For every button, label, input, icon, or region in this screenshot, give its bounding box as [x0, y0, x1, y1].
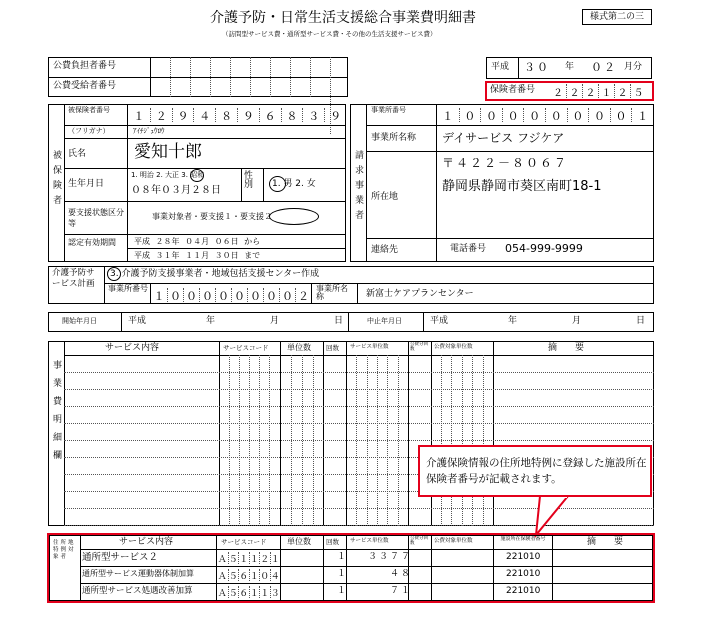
detail-col-line: [302, 355, 303, 526]
special-row-insurer: 221010: [506, 552, 541, 562]
kana-value: ｱｲﾁｼﾞｭｳﾛｳ: [133, 127, 165, 135]
plan-digit: ０: [183, 288, 199, 302]
cert-to: 平成 ３１年 １１月 ３０日 まで: [134, 251, 261, 260]
detail-header-public-count: 公費分回数: [410, 342, 428, 352]
showa-circle: [190, 169, 204, 182]
detail-col-line: [462, 355, 463, 526]
detail-col-line: [398, 355, 399, 526]
special-header-service-units: サービス単位数: [350, 538, 389, 544]
plan-number-digits: [151, 288, 311, 302]
insured-digit: ３: [302, 108, 324, 122]
page-subtitle: （訪問型サービス費・通所型サービス費・その他の生活支援サービス費）: [222, 30, 437, 38]
plan-digit: ０: [279, 288, 295, 302]
detail-header-unit: 単位数: [287, 343, 311, 352]
detail-header-service: サービス内容: [105, 343, 160, 353]
care-plan-label: 介護予防サービス計画: [52, 268, 95, 289]
insured-digit: ２: [150, 108, 172, 122]
insurer-digit: ２: [614, 84, 630, 98]
start-year-unit: 年: [206, 316, 216, 326]
detail-col-line: [291, 355, 292, 526]
special-header-service: サービス内容: [119, 537, 174, 547]
detail-col-line: [441, 355, 442, 526]
special-row-service: 通所型サービス運動器体制加算: [82, 569, 194, 578]
detail-header-count: 回数: [326, 344, 339, 352]
code-char: ４: [270, 569, 281, 581]
provider-digit: ０: [502, 108, 524, 122]
name-value: 愛知十郎: [134, 142, 202, 162]
provider-digit: ０: [480, 108, 502, 122]
special-row-insurer: 221010: [506, 569, 541, 579]
start-date-label: 開始年月日: [62, 317, 97, 325]
detail-col-line: [229, 355, 230, 526]
stop-day-unit: 日: [636, 316, 646, 326]
code-char: ２: [259, 552, 270, 564]
code-char: １: [238, 552, 249, 564]
code-char: ５: [228, 569, 239, 581]
stop-date-label: 中止年月日: [367, 317, 402, 325]
plan-digit: ０: [231, 288, 247, 302]
tel-label: 電話番号: [450, 244, 487, 254]
address-label: 所在地: [371, 192, 399, 202]
special-row-count: １: [337, 569, 347, 579]
payer-number-label: 公費負担者番号: [53, 61, 117, 71]
detail-row-line: [64, 440, 654, 441]
provider-name-label: 事業所名称: [371, 133, 417, 143]
special-header-public-units: 公費対象単位数: [434, 538, 473, 544]
kana-label: （フリガナ）: [68, 127, 110, 135]
stop-month-unit: 月: [572, 316, 582, 326]
detail-header-code: サービスコード: [223, 344, 269, 352]
special-header-public-count: 公費分回数: [410, 536, 428, 546]
provider-number-label: 事業所番号: [371, 106, 406, 114]
detail-col-line: [472, 355, 473, 526]
detail-row-line: [64, 372, 654, 373]
detail-col-line: [313, 355, 314, 526]
plan-digit: ０: [215, 288, 231, 302]
provider-digit: １: [442, 110, 454, 123]
male-circle: [269, 176, 286, 192]
code-char: ５: [228, 552, 239, 564]
detail-col-line: [259, 355, 260, 526]
birth-label: 生年月日: [68, 179, 105, 189]
insured-digit: ８: [281, 108, 303, 122]
insured-number-digits: [128, 108, 346, 122]
insured-number-label: 被保険者番号: [68, 106, 110, 114]
insurer-digit: ２: [582, 84, 598, 98]
plan-digit: ０: [247, 288, 263, 302]
insured-digit: ８: [215, 108, 237, 122]
code-char: Ａ: [217, 589, 227, 599]
special-row-code: [217, 586, 280, 598]
code-char: Ａ: [217, 555, 227, 565]
option-3-circle: [107, 267, 121, 281]
period-year-unit: 年: [565, 62, 575, 72]
detail-col-line: [387, 355, 388, 526]
special-row-units: ７１: [390, 586, 413, 596]
detail-col-line: [377, 355, 378, 526]
insured-side-label: 被保険者: [51, 150, 61, 210]
name-label: 氏名: [68, 149, 87, 159]
plan-digit: ０: [167, 288, 183, 302]
insured-digit: ９: [172, 108, 194, 122]
period-year: ３０: [524, 61, 550, 74]
postal-code: 〒４２２－８０６７: [442, 156, 569, 170]
special-row-code: [217, 569, 280, 581]
insurer-digit: １: [598, 84, 614, 98]
detail-header-service-units: サービス単位数: [350, 344, 389, 350]
plan-name-value: 新富士ケアプランセンター: [366, 289, 474, 299]
care-level-label: 要支援状態区分等: [68, 208, 124, 228]
detail-row-line: [64, 389, 654, 390]
insured-digit: ９: [237, 108, 259, 122]
insured-digit: １: [133, 110, 145, 123]
address-value: 静岡県静岡市葵区南町18-1: [442, 179, 602, 194]
provider-digit: ０: [523, 108, 545, 122]
special-row-count: １: [337, 552, 347, 562]
code-char: １: [249, 586, 260, 598]
special-header-code: サービスコード: [221, 538, 267, 546]
plan-number-label: 事業所番号: [108, 284, 148, 293]
code-char: Ａ: [217, 572, 227, 582]
provider-number-digits: [437, 108, 653, 122]
detail-side-label: 事業費明細欄: [51, 360, 61, 468]
sex-label: 性別: [244, 171, 254, 190]
special-header-count: 回数: [326, 538, 339, 546]
provider-digit: １: [631, 108, 653, 122]
sex-options: 1. 男 2. 女: [272, 179, 316, 189]
provider-digit: ０: [567, 108, 589, 122]
detail-header-remarks: 摘 要: [548, 343, 585, 353]
plan-digit: １: [153, 290, 165, 303]
plan-digit: ０: [199, 288, 215, 302]
detail-col-line: [483, 355, 484, 526]
detail-col-line: [451, 355, 452, 526]
insurer-digit: ２: [566, 84, 582, 98]
code-char: ０: [259, 569, 270, 581]
period-month: ０２: [591, 61, 617, 74]
provider-digit: ０: [459, 108, 481, 122]
special-side-label: 住所地特例対象者: [53, 540, 76, 560]
special-row-insurer: 221010: [506, 586, 541, 596]
special-row-units: ４８: [390, 569, 413, 579]
insured-digit: ６: [259, 108, 281, 122]
special-row-service: 通所型サービス処遇改善加算: [82, 586, 193, 596]
callout-text: 介護保険情報の住所地特例に登録した施設所在保険者番号が記載されます。: [426, 457, 647, 485]
detail-col-line: [249, 355, 250, 526]
cert-period-label: 認定有効期間: [68, 238, 116, 247]
detail-row-line: [64, 423, 654, 424]
care-plan-option: 3. 介護予防支援事業者・地域包括支援センター作成: [110, 269, 320, 279]
provider-digit: ０: [545, 108, 567, 122]
recipient-number-label: 公費受給者番号: [53, 81, 117, 91]
special-header-unit: 単位数: [287, 537, 311, 546]
code-char: １: [249, 569, 260, 581]
code-char: ５: [228, 586, 239, 598]
plan-digit: ２: [295, 288, 311, 302]
detail-col-line: [367, 355, 368, 526]
start-month-unit: 月: [270, 316, 280, 326]
form-label-text: 様式第二の三: [589, 12, 644, 22]
special-row-service: 通所型サービス２: [82, 552, 159, 563]
plan-digit: ０: [263, 288, 279, 302]
page-title: 介護予防・日常生活支援総合事業費明細書: [210, 10, 476, 26]
start-era: 平成: [128, 316, 147, 326]
stop-year-unit: 年: [508, 316, 518, 326]
detail-header-public-units: 公費対象単位数: [434, 344, 473, 350]
code-char: １: [259, 586, 270, 598]
stop-era: 平成: [430, 316, 449, 326]
detail-col-line: [269, 355, 270, 526]
code-char: ６: [238, 586, 249, 598]
provider-name-value: デイサービス フジケア: [442, 131, 565, 145]
care-level-value: 事業対象者・要支援１・要支援２: [152, 212, 272, 221]
detail-row-line: [64, 406, 654, 407]
period-era: 平成: [491, 62, 510, 72]
cert-from: 平成 ２８年 ０４月 ０６日 から: [134, 237, 261, 246]
insurer-digit: ５: [630, 84, 646, 98]
period-month-unit: 月分: [624, 62, 643, 72]
code-char: ３: [270, 586, 281, 598]
care-level-circle: [269, 208, 319, 225]
form-label: [582, 9, 652, 25]
insured-digit: ９: [324, 108, 346, 122]
start-day-unit: 日: [334, 316, 344, 326]
insurer-number-label: 保険者番号: [490, 85, 536, 95]
birth-era-options: 1. 明治 2. 大正 3. 昭和: [131, 171, 205, 179]
special-header-insurer: 施設所在保険者番号: [500, 536, 546, 542]
provider-side-label: 請求事業者: [353, 150, 363, 225]
code-char: １: [270, 552, 281, 564]
detail-col-line: [239, 355, 240, 526]
special-row-units: ３３７７: [368, 552, 413, 562]
insured-digit: ４: [193, 108, 215, 122]
insurer-number-digits: [550, 84, 646, 98]
code-char: １: [249, 552, 260, 564]
birth-value: ０８年０３月２８日: [131, 185, 221, 196]
provider-digit: ０: [610, 108, 632, 122]
tel-value: 054-999-9999: [505, 242, 583, 255]
detail-col-line: [356, 355, 357, 526]
special-row-code: [217, 552, 280, 564]
insurer-digit: ２: [553, 88, 563, 99]
provider-digit: ０: [588, 108, 610, 122]
code-char: ６: [238, 569, 249, 581]
special-header-remarks: 摘 要: [587, 537, 624, 547]
contact-label: 連絡先: [371, 245, 399, 255]
plan-name-label: 事業所名称: [316, 284, 348, 301]
special-row-count: １: [337, 586, 347, 596]
